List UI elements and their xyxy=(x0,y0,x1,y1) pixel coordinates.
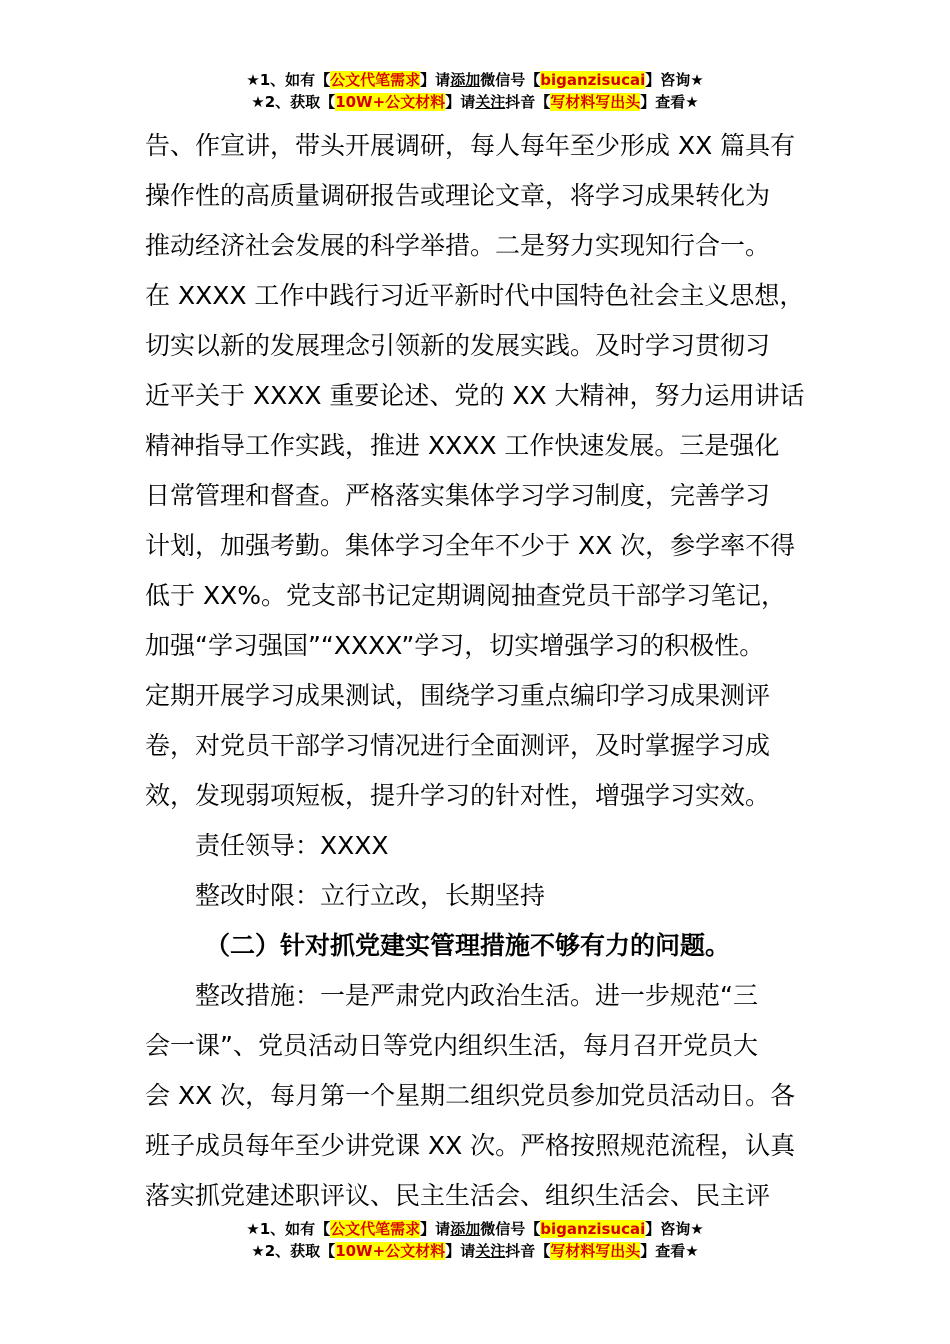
banner-line-1 xyxy=(0,1218,950,1240)
banner-highlight: 写材料写出头 xyxy=(550,1242,641,1260)
body-line: 班子成员每年至少讲党课 XX 次。严格按照规范流程，认真 xyxy=(145,1131,796,1160)
banner-highlight: biganzisucai xyxy=(540,71,646,89)
section-heading: （二）针对抓党建实管理措施不够有力的问题。 xyxy=(205,931,731,960)
body-line: 整改措施：一是严肃党内政治生活。进一步规范“三 xyxy=(195,981,758,1010)
banner-text: 抖音【 xyxy=(505,1242,551,1260)
banner-text: 】咨询★ xyxy=(645,1220,704,1238)
banner-line-2 xyxy=(0,1240,950,1262)
banner-highlight: 写材料写出头 xyxy=(550,93,641,111)
banner-highlight: 公文代笔需求 xyxy=(330,1220,421,1238)
banner-line-2 xyxy=(0,91,950,113)
banner-text: 】请 xyxy=(420,1220,451,1238)
body-line: 低于 XX%。党支部书记定期调阅抽查党员干部学习笔记， xyxy=(145,581,786,610)
body-line: 操作性的高质量调研报告或理论文章，将学习成果转化为 xyxy=(145,181,771,210)
banner-text: 】查看★ xyxy=(640,1242,699,1260)
body-line: 日常管理和督查。严格落实集体学习学习制度，完善学习 xyxy=(145,481,771,510)
body-line: 落实抓党建述职评议、民主生活会、组织生活会、民主评 xyxy=(145,1181,771,1210)
banner-underline: 关注 xyxy=(475,1242,506,1260)
body-line: 会 XX 次，每月第一个星期二组织党员参加党员活动日。各 xyxy=(145,1081,796,1110)
responsible-leader: 责任领导：XXXX xyxy=(195,831,389,860)
body-line: 在 XXXX 工作中践行习近平新时代中国特色社会主义思想， xyxy=(145,281,805,310)
banner-text: ★2、获取【 xyxy=(251,93,336,111)
banner-text: 】请 xyxy=(420,71,451,89)
body-line: 推动经济社会发展的科学举措。二是努力实现知行合一。 xyxy=(145,231,771,260)
banner-underline: 关注 xyxy=(475,93,506,111)
body-line: 卷，对党员干部学习情况进行全面测评，及时掌握学习成 xyxy=(145,731,771,760)
body-line: 效，发现弱项短板，提升学习的针对性，增强学习实效。 xyxy=(145,781,771,810)
banner-underline: 添加 xyxy=(450,71,481,89)
banner-text: 微信号【 xyxy=(480,71,541,89)
banner-text: 】请 xyxy=(445,1242,476,1260)
banner-text: ★1、如有【 xyxy=(246,71,331,89)
banner-highlight: 公文代笔需求 xyxy=(330,71,421,89)
body-line: 定期开展学习成果测试，围绕学习重点编印学习成果测评 xyxy=(145,681,771,710)
body-line: 告、作宣讲，带头开展调研，每人每年至少形成 XX 篇具有 xyxy=(145,131,796,160)
banner-line-1 xyxy=(0,69,950,91)
banner-text: 】查看★ xyxy=(640,93,699,111)
top-banner xyxy=(0,69,950,113)
banner-text: ★2、获取【 xyxy=(251,1242,336,1260)
banner-highlight: biganzisucai xyxy=(540,1220,646,1238)
body-line: 加强“学习强国”“XXXX”学习，切实增强学习的积极性。 xyxy=(145,631,765,660)
banner-highlight: 10W+公文材料 xyxy=(335,1242,446,1260)
bottom-banner xyxy=(0,1218,950,1262)
body-line: 近平关于 XXXX 重要论述、党的 XX 大精神，努力运用讲话 xyxy=(145,381,805,410)
body-line: 计划，加强考勤。集体学习全年不少于 XX 次，参学率不得 xyxy=(145,531,796,560)
body-line: 切实以新的发展理念引领新的发展实践。及时学习贯彻习 xyxy=(145,331,771,360)
banner-text: 】咨询★ xyxy=(645,71,704,89)
rectification-deadline: 整改时限：立行立改，长期坚持 xyxy=(195,881,546,910)
banner-text: 抖音【 xyxy=(505,93,551,111)
banner-text: 】请 xyxy=(445,93,476,111)
banner-text: ★1、如有【 xyxy=(246,1220,331,1238)
body-line: 精神指导工作实践，推进 XXXX 工作快速发展。三是强化 xyxy=(145,431,780,460)
document-body xyxy=(145,121,825,1221)
banner-highlight: 10W+公文材料 xyxy=(335,93,446,111)
banner-text: 微信号【 xyxy=(480,1220,541,1238)
body-line: 会一课”、党员活动日等党内组织生活，每月召开党员大 xyxy=(145,1031,758,1060)
banner-underline: 添加 xyxy=(450,1220,481,1238)
